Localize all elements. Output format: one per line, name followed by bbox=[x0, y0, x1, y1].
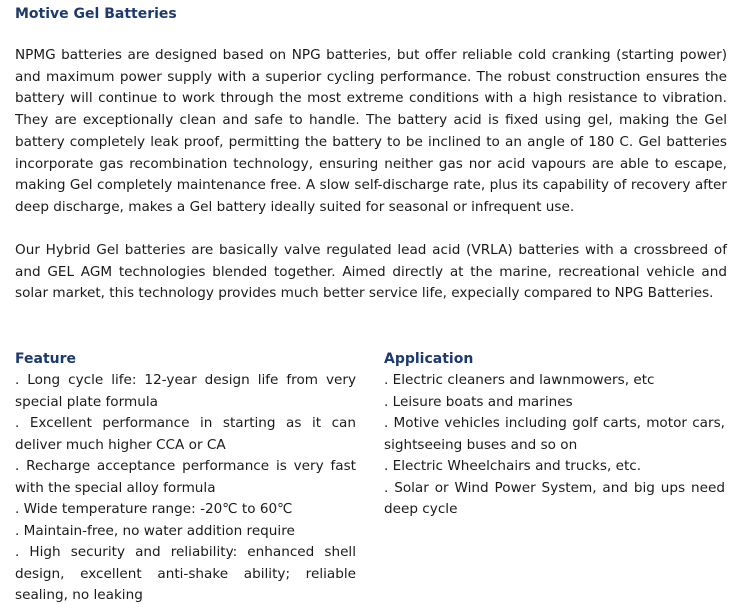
application-list bbox=[384, 370, 725, 521]
feature-item: . Wide temperature range: -20℃ to 60℃ bbox=[15, 501, 293, 517]
application-item: . Leisure boats and marines bbox=[384, 393, 573, 410]
feature-heading: Feature bbox=[15, 351, 76, 367]
application-item: . Electric Wheelchairs and trucks, etc. bbox=[384, 458, 642, 474]
feature-item: . High security and reliability: enhanced shell design, excellent anti-shake ability; reliable sealing, no leaking bbox=[15, 544, 356, 603]
application-heading: Application bbox=[384, 351, 474, 367]
application-item: . Electric cleaners and lawnmowers, etc bbox=[384, 372, 655, 388]
application-item: . Motive vehicles including golf carts, motor cars, sightseeing buses and so on bbox=[384, 415, 725, 453]
hybrid-paragraph: Our Hybrid Gel batteries are basically valve regulated lead acid (VRLA) batteries with a crossbreed of and GEL AGM technologies blended together. Aimed directly at the marine, recreational vehicle and solar market, this technology provides much better service life, expecially compared to NPG Batteries. bbox=[15, 242, 727, 302]
intro-paragraph: NPMG batteries are designed based on NPG batteries, but offer reliable cold cranking (starting power) and maximum power supply with a superior cycling performance. The robust construction ensures the battery will continue to work through the most extreme conditions with a high resistance to vibration. They are exceptionally clean and safe to handle. The battery acid is fixed using gel, making the Gel battery completely leak proof, permitting the battery to be inclined to an angle of 180 C. Gel batteries incorporate gas recombination technology, ensuring neither gas nor acid vapours are able to escape, making Gel completely maintenance free. A slow self-discharge rate, plus its capability of recovery after deep discharge, makes a Gel battery ideally suited for seasonal or infrequent use. bbox=[15, 47, 727, 215]
application-section bbox=[384, 349, 725, 521]
application-item: . Solar or Wind Power System, and big ups need deep cycle bbox=[384, 479, 725, 517]
page-title: Motive Gel Batteries bbox=[15, 6, 177, 22]
feature-item: . Excellent performance in starting as it can deliver much higher CCA or CA bbox=[15, 415, 356, 453]
feature-item: . Long cycle life: 12-year design life from very special plate formula bbox=[15, 372, 356, 410]
feature-section bbox=[15, 349, 356, 607]
feature-list bbox=[15, 370, 356, 607]
feature-item: . Recharge acceptance performance is very fast with the special alloy formula bbox=[15, 458, 356, 496]
feature-item: . Maintain-free, no water addition require bbox=[15, 522, 295, 539]
